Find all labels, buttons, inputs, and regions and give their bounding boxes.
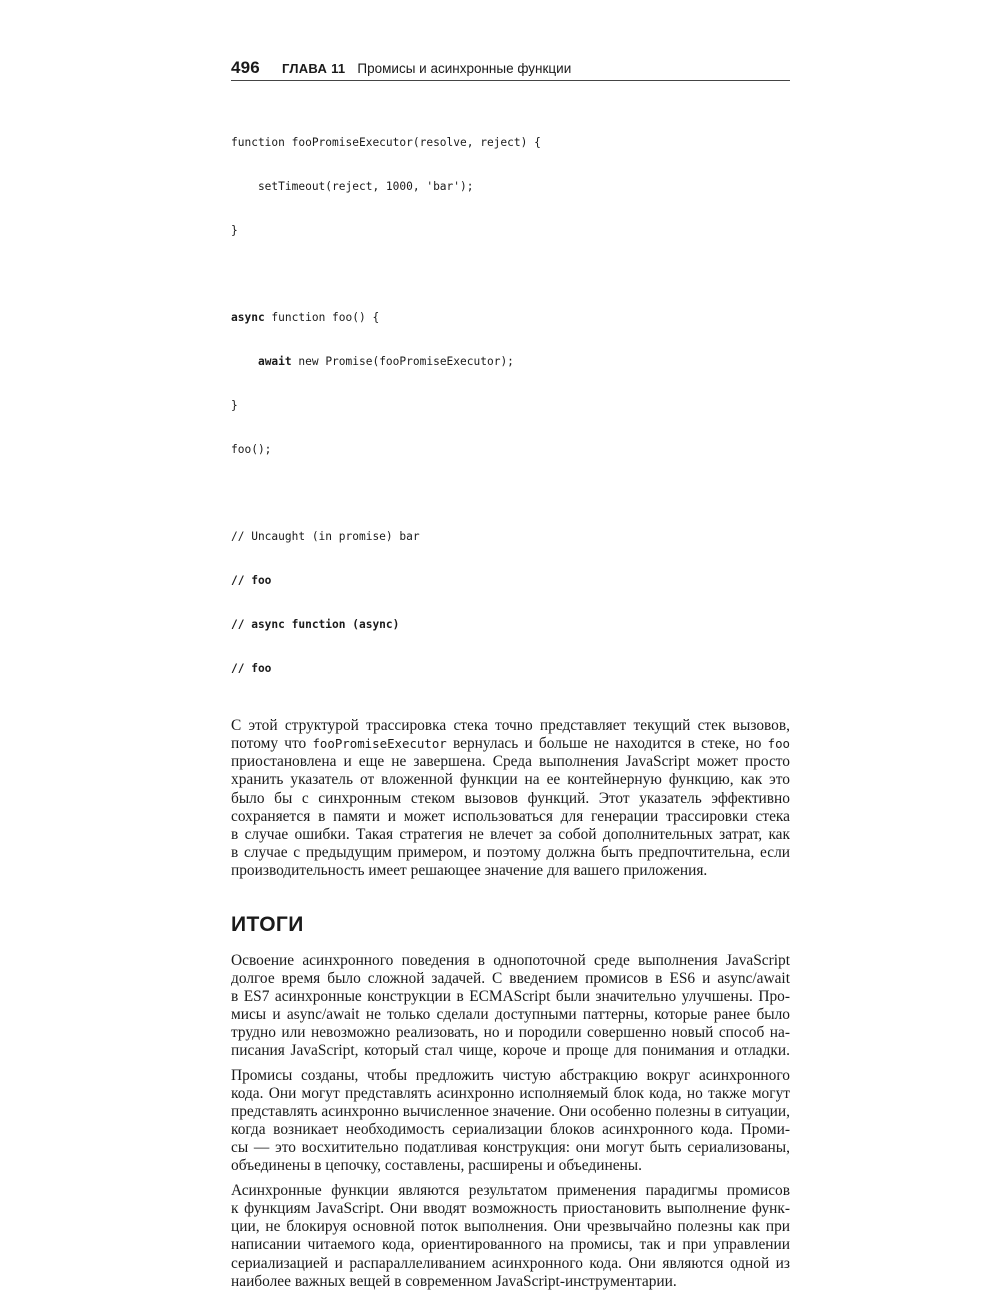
text-line: в случае ошибки. Такая стратегия не влечет за собой дополнительных затрат, как [231,825,790,843]
text-line: мисы и async/await не только сделали доступными паттерны, которые ранее было [231,1005,790,1023]
code-line: foo(); [231,442,272,456]
code-block [231,107,790,705]
page-number: 496 [231,58,260,77]
text-line: производительность имеет решающее значение для вашего приложения. [231,861,708,879]
text-line: С этой структурой трассировка стека точно представляет текущий стек вызовов, [231,717,790,735]
code-line: setTimeout(reject, 1000, 'bar'); [231,179,474,193]
inline-code: fooPromiseExecutor [312,736,447,752]
text-line: приостановлена и еще не завершена. Среда выполнения JavaScript может просто [231,753,790,771]
code-line [231,311,790,326]
code-comment: // async function (async) [231,617,400,631]
code-comment: // Uncaught (in promise) bar [231,530,420,544]
text-line: ции, не блокируя основной поток выполнения. Они чрезвычайно полезны как при [231,1218,790,1236]
text-line: долгое время было сложной задачей. С введением промисов в ES6 и async/await [231,969,790,987]
code-line [231,355,790,370]
code-blank-line [231,486,790,501]
chapter-label: ГЛАВА 11 [281,61,346,76]
chapter-title: Промисы и асинхронные функции [357,61,572,76]
body-paragraph [231,952,790,1060]
text-line: кода. Они могут представлять асинхронно исполняемый блок кода, но также могут [231,1085,790,1103]
book-page [231,58,790,1291]
code-indent [231,355,258,368]
text-line: написании читаемого кода, ориентированного на промисы, так и при управлении [231,1236,790,1254]
text-line: Асинхронные функции являются результатом применения парадигмы промисов [231,1182,790,1200]
text-line: Освоение асинхронного поведения в однопоточной среде выполнения JavaScript [231,951,790,969]
code-comment: // foo [231,661,272,675]
text-line: представлять асинхронно вычисленное значение. Они особенно полезны в ситуации, [231,1103,790,1121]
text-line: когда возникает необходимость сериализации блоков асинхронного кода. Проми- [231,1121,790,1139]
text-run: вернулась и больше не находится в стеке, но [446,735,768,753]
code-keyword: await [257,355,292,369]
text-line: в ES7 асинхронные конструкции в ECMAScript были значительно улучшены. Про- [231,987,790,1005]
body-paragraph [231,717,790,879]
code-line: function fooPromiseExecutor(resolve, reject) { [231,136,541,150]
code-comment: // foo [231,574,272,587]
code-text: function foo() { [264,311,380,325]
running-header [231,58,790,81]
text-line: хранить указатель от вложенной функции на ее контейнерную функцию, как это [231,771,790,789]
code-blank-line [231,268,790,283]
text-line: наиболее важных вещей в современном JavaScript-инструментарии. [231,1272,677,1290]
text-line: сохраняется в памяти и может использоваться для генерации трассировки стека [231,807,790,825]
inline-code: foo [767,736,790,752]
text-line: писания JavaScript, который стал чище, короче и проще для понимания и отладки. [231,1042,790,1059]
code-text: new Promise(fooPromiseExecutor); [291,355,514,369]
text-line: трудно или невозможно реализовать, но и породили совершенно новый способ на- [231,1023,790,1041]
text-line: сы — это восхитительно податливая конструкция: они могут быть сериализованы, [231,1139,790,1157]
section-heading: ИТОГИ [231,912,304,936]
text-line: Промисы созданы, чтобы предложить чистую абстракцию вокруг асинхронного [231,1067,790,1085]
text-line: объединены в цепочку, составлены, расширены и объединены. [231,1157,642,1175]
text-line: было бы с синхронным стеком вызовов функций. Этот указатель эффективно [231,789,790,807]
body-paragraph [231,1182,790,1290]
code-keyword: async [231,311,265,325]
text-line [231,735,790,753]
text-run: потому что [231,735,313,753]
code-line: } [231,398,238,412]
text-line: к функциям JavaScript. Они вводят возможность приостановить выполнение функ- [231,1200,790,1218]
body-paragraph [231,1067,790,1175]
text-line: сериализацией и распараллеливанием асинхронного кода. Они являются одной из [231,1254,790,1272]
code-line: } [231,223,238,237]
text-line: в случае с предыдущим примером, и поэтому должна быть предпочтительна, если [231,843,790,861]
